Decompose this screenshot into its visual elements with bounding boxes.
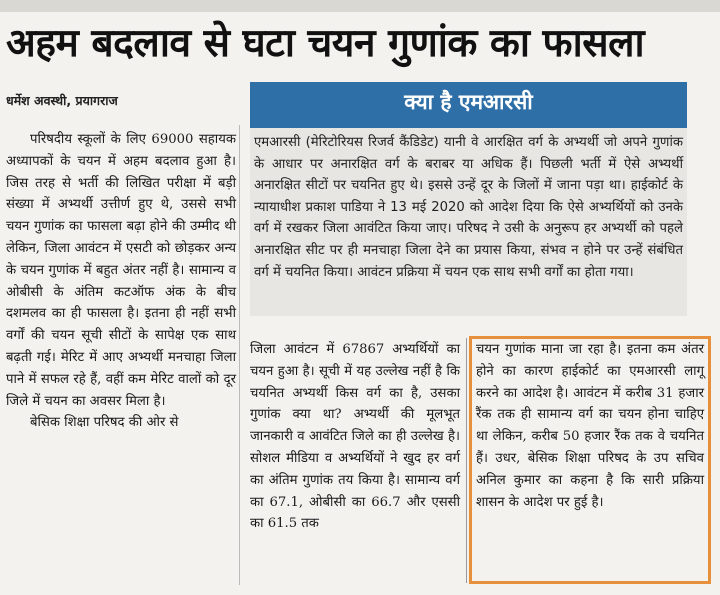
article-paragraph-1: परिषदीय स्कूलों के लिए 69000 सहायक अध्यापकों के चयन में अहम बदलाव हुआ है। जिस तरह से भर्ती की लिखित परीक्षा में बड़ी संख्या में अभ्यर्थी उत्तीर्ण हुए थे, उससे सभी चयन गुणांक का फासला बढ़ा होने की उम्मीद थी लेकिन, जिला आवंटन में एसटी को छोड़कर अन्य के चयन गुणांक में बहुत अंतर नहीं है। सामान्य व ओबीसी के अंतिम कटऑफ अंक के बीच दशमलव का ही फासला है। इतना ही नहीं सभी वर्गों की चयन सूची सीटों के सापेक्ष एक साथ बढ़ती गई। मेरिट में आए अभ्यर्थी मनचाहा जिला पाने में सफल रहे हैं, वहीं कम मेरिट वालों को दूर जिले में चयन का अवसर मिला है।: [6, 132, 236, 409]
column-divider: [239, 125, 240, 585]
article-column-2: जिला आवंटन में 67867 अभ्यर्थियों का चयन हुआ है। सूची में यह उल्लेख नहीं है कि चयनित अभ्यर्थी किस वर्ग का है, उसका गुणांक क्या था? अभ्यर्थी की मूलभूत जानकारी व आवंटित जिले का ही उल्लेख है। सोशल मीडिया व अभ्यर्थियों ने खुद हर वर्ग का अंतिम गुणांक तय किया है। सामान्य वर्ग का 67.1, ओबीसी का 66.7 और एससी का 61.5 तक: [250, 342, 460, 532]
article-paragraph-2: बेसिक शिक्षा परिषद की ओर से: [30, 415, 179, 431]
info-box-body: एमआरसी (मेरिटोरियस रिजर्व कैंडिडेट) यानी वे आरक्षित वर्ग के अभ्यर्थी जो अपने गुणांक के आधार पर अनारक्षित वर्ग के बराबर या अधिक हैं। पिछली भर्ती में ऐसे अभ्यर्थी अनारक्षित सीटों पर चयनित हुए थे। इससे उन्हें दूर के जिलों में जाना पड़ा था। हाईकोर्ट के न्यायाधीश प्रकाश पाडिया ने 13 मई 2020 को आदेश दिया कि ऐसे अभ्यर्थियों को उनके वर्ग में रखकर जिला आवंटित किया जाए। परिषद ने उसी के अनुरूप हर अभ्यर्थी को पहले अनारक्षित सीट पर ही मनचाहा जिला देने का प्रयास किया, संभव न होने पर उन्हें संबंधित वर्ग में चयनित किया। आवंटन प्रक्रिया में चयन एक साथ सभी वर्गों का होता गया।: [250, 130, 687, 316]
article-column-1: [6, 129, 236, 434]
headline: अहम बदलाव से घटा चयन गुणांक का फासला: [6, 21, 645, 66]
column-divider-2: [466, 338, 467, 583]
top-cut-strip: [0, 0, 720, 12]
byline: धर्मेश अवस्थी, प्रयागराज: [6, 93, 118, 108]
info-box-title: क्या है एमआरसी: [250, 82, 687, 132]
article-column-3: चयन गुणांक माना जा रहा है। इतना कम अंतर होने का कारण हाईकोर्ट का एमआरसी लागू करने का आदेश है। आवंटन में करीब 31 हजार रैंक तक ही सामान्य वर्ग का चयन होना चाहिए था लेकिन, करीब 50 हजार रैंक तक वे चयनित हैं। उधर, बेसिक शिक्षा परिषद के उप सचिव अनिल कुमार का कहना है कि सारी प्रक्रिया शासन के आदेश पर हुई है।: [476, 342, 704, 510]
